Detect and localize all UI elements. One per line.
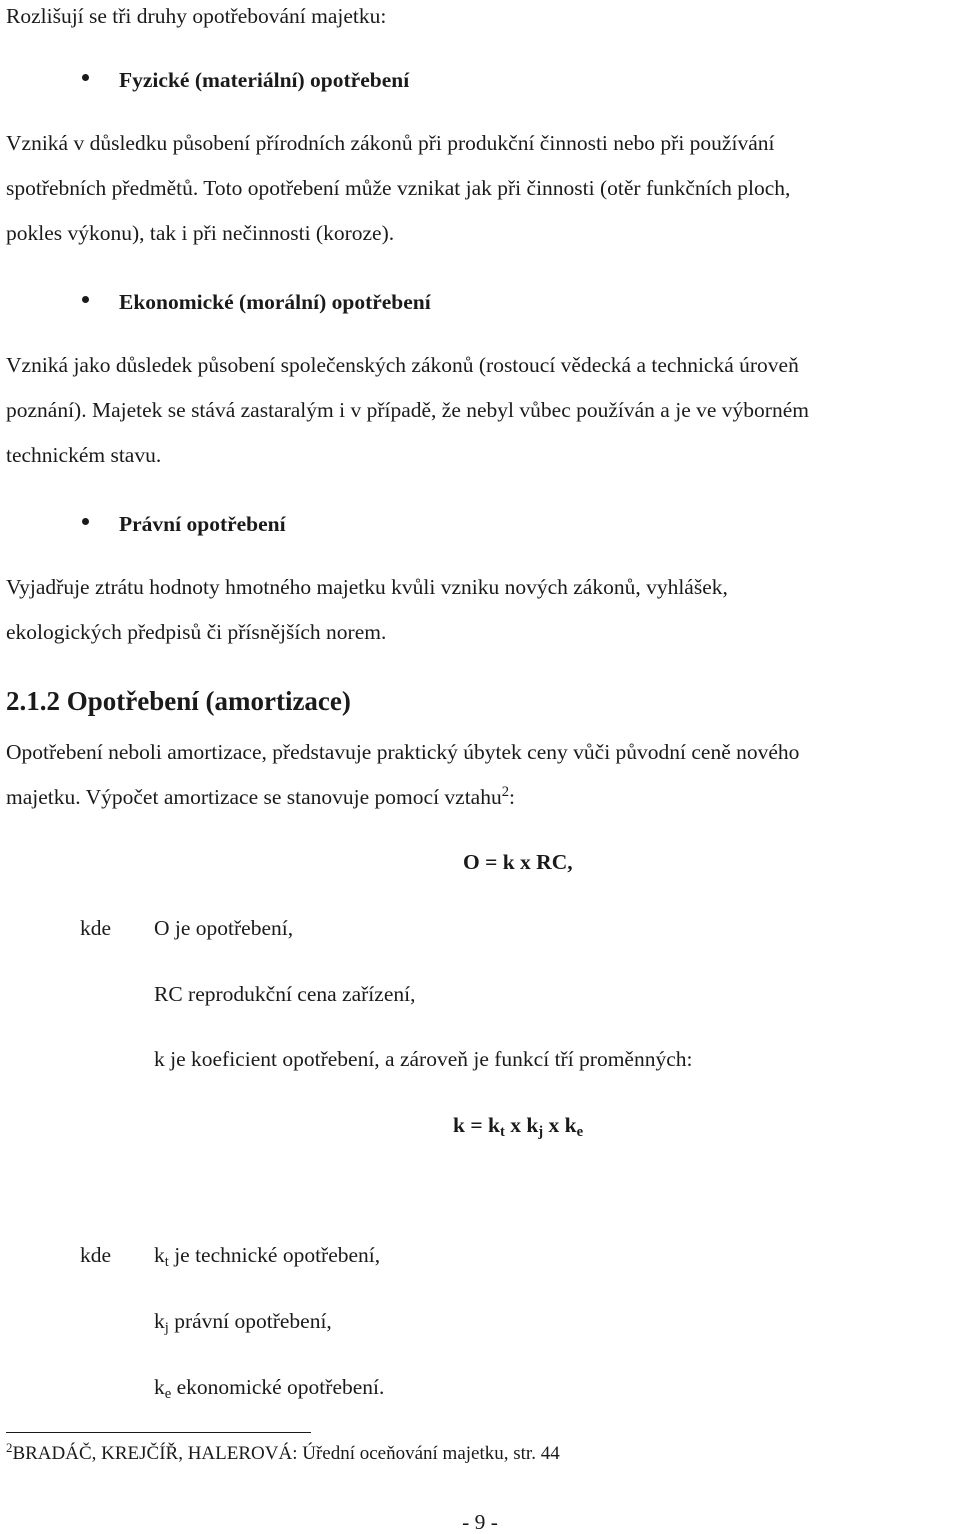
paragraph-line: Vzniká jako důsledek působení společenských zákonů (rostoucí vědecká a technická úroveň	[6, 353, 799, 377]
definition-line: $k_j$ právní opotřebení,	[154, 1309, 332, 1337]
section-heading: 2.1.2 Opotřebení (amortizace)	[6, 686, 351, 716]
bullet-title-legal: Právní opotřebení	[119, 512, 286, 536]
paragraph-line: spotřebních předmětů. Toto opotřebení může vznikat jak při činnosti (otěr funkčních ploch,	[6, 176, 791, 200]
where-label: kde	[80, 1243, 112, 1267]
footnote-ref: 2	[501, 783, 510, 800]
bullet-title-economic: Ekonomické (morální) opotřebení	[119, 290, 431, 314]
footnote-separator	[6, 1432, 311, 1433]
paragraph-line: Vzniká v důsledku působení přírodních zákonů při produkční činnosti nebo při používání	[6, 131, 775, 155]
formula-coefficient: $k = k_t$ x $k_j$ x $k_e$	[453, 1113, 584, 1141]
definition-line: k je koeficient opotřebení, a zároveň je funkcí tří proměnných:	[154, 1047, 693, 1071]
page-number: - 9 -	[462, 1510, 498, 1534]
paragraph-line: Vyjadřuje ztrátu hodnoty hmotného majetku kvůli vzniku nových zákonů, vyhlášek,	[6, 575, 728, 599]
footnote-text: BRADÁČ, KREJČÍŘ, HALEROVÁ: Úřední oceňování majetku, str. 44	[12, 1443, 560, 1464]
paragraph-line: ekologických předpisů či přísnějších norem.	[6, 620, 387, 644]
definition-line: RC reprodukční cena zařízení,	[154, 982, 416, 1006]
paragraph-line: poznání). Majetek se stává zastaralým i v případě, že nebyl vůbec používán a je ve výborném	[6, 398, 809, 422]
paragraph-line: Opotřebení neboli amortizace, představuje praktický úbytek ceny vůči původní ceně nového	[6, 740, 800, 764]
where-label: kde	[80, 916, 112, 940]
paragraph-line: technickém stavu.	[6, 443, 162, 467]
bullet-icon	[82, 518, 89, 525]
intro-text: Rozlišují se tři druhy opotřebování majetku:	[6, 4, 387, 28]
bullet-icon	[82, 296, 89, 303]
footnote-number: 2	[6, 1439, 13, 1455]
paragraph-line: majetku. Výpočet amortizace se stanovuje pomocí vztahu$^2$:	[6, 783, 516, 809]
definition-line: $k_e$ ekonomické opotřebení.	[154, 1375, 385, 1403]
definition-line: $k_t$ je technické opotřebení,	[154, 1243, 381, 1271]
bullet-title-physical: Fyzické (materiální) opotřebení	[119, 68, 410, 92]
paragraph-line: pokles výkonu), tak i při nečinnosti (koroze).	[6, 221, 395, 245]
formula-amortization: O = k x RC,	[463, 850, 573, 874]
bullet-icon	[82, 74, 89, 81]
footnote	[6, 1439, 560, 1464]
definition-line: O je opotřebení,	[154, 916, 294, 940]
